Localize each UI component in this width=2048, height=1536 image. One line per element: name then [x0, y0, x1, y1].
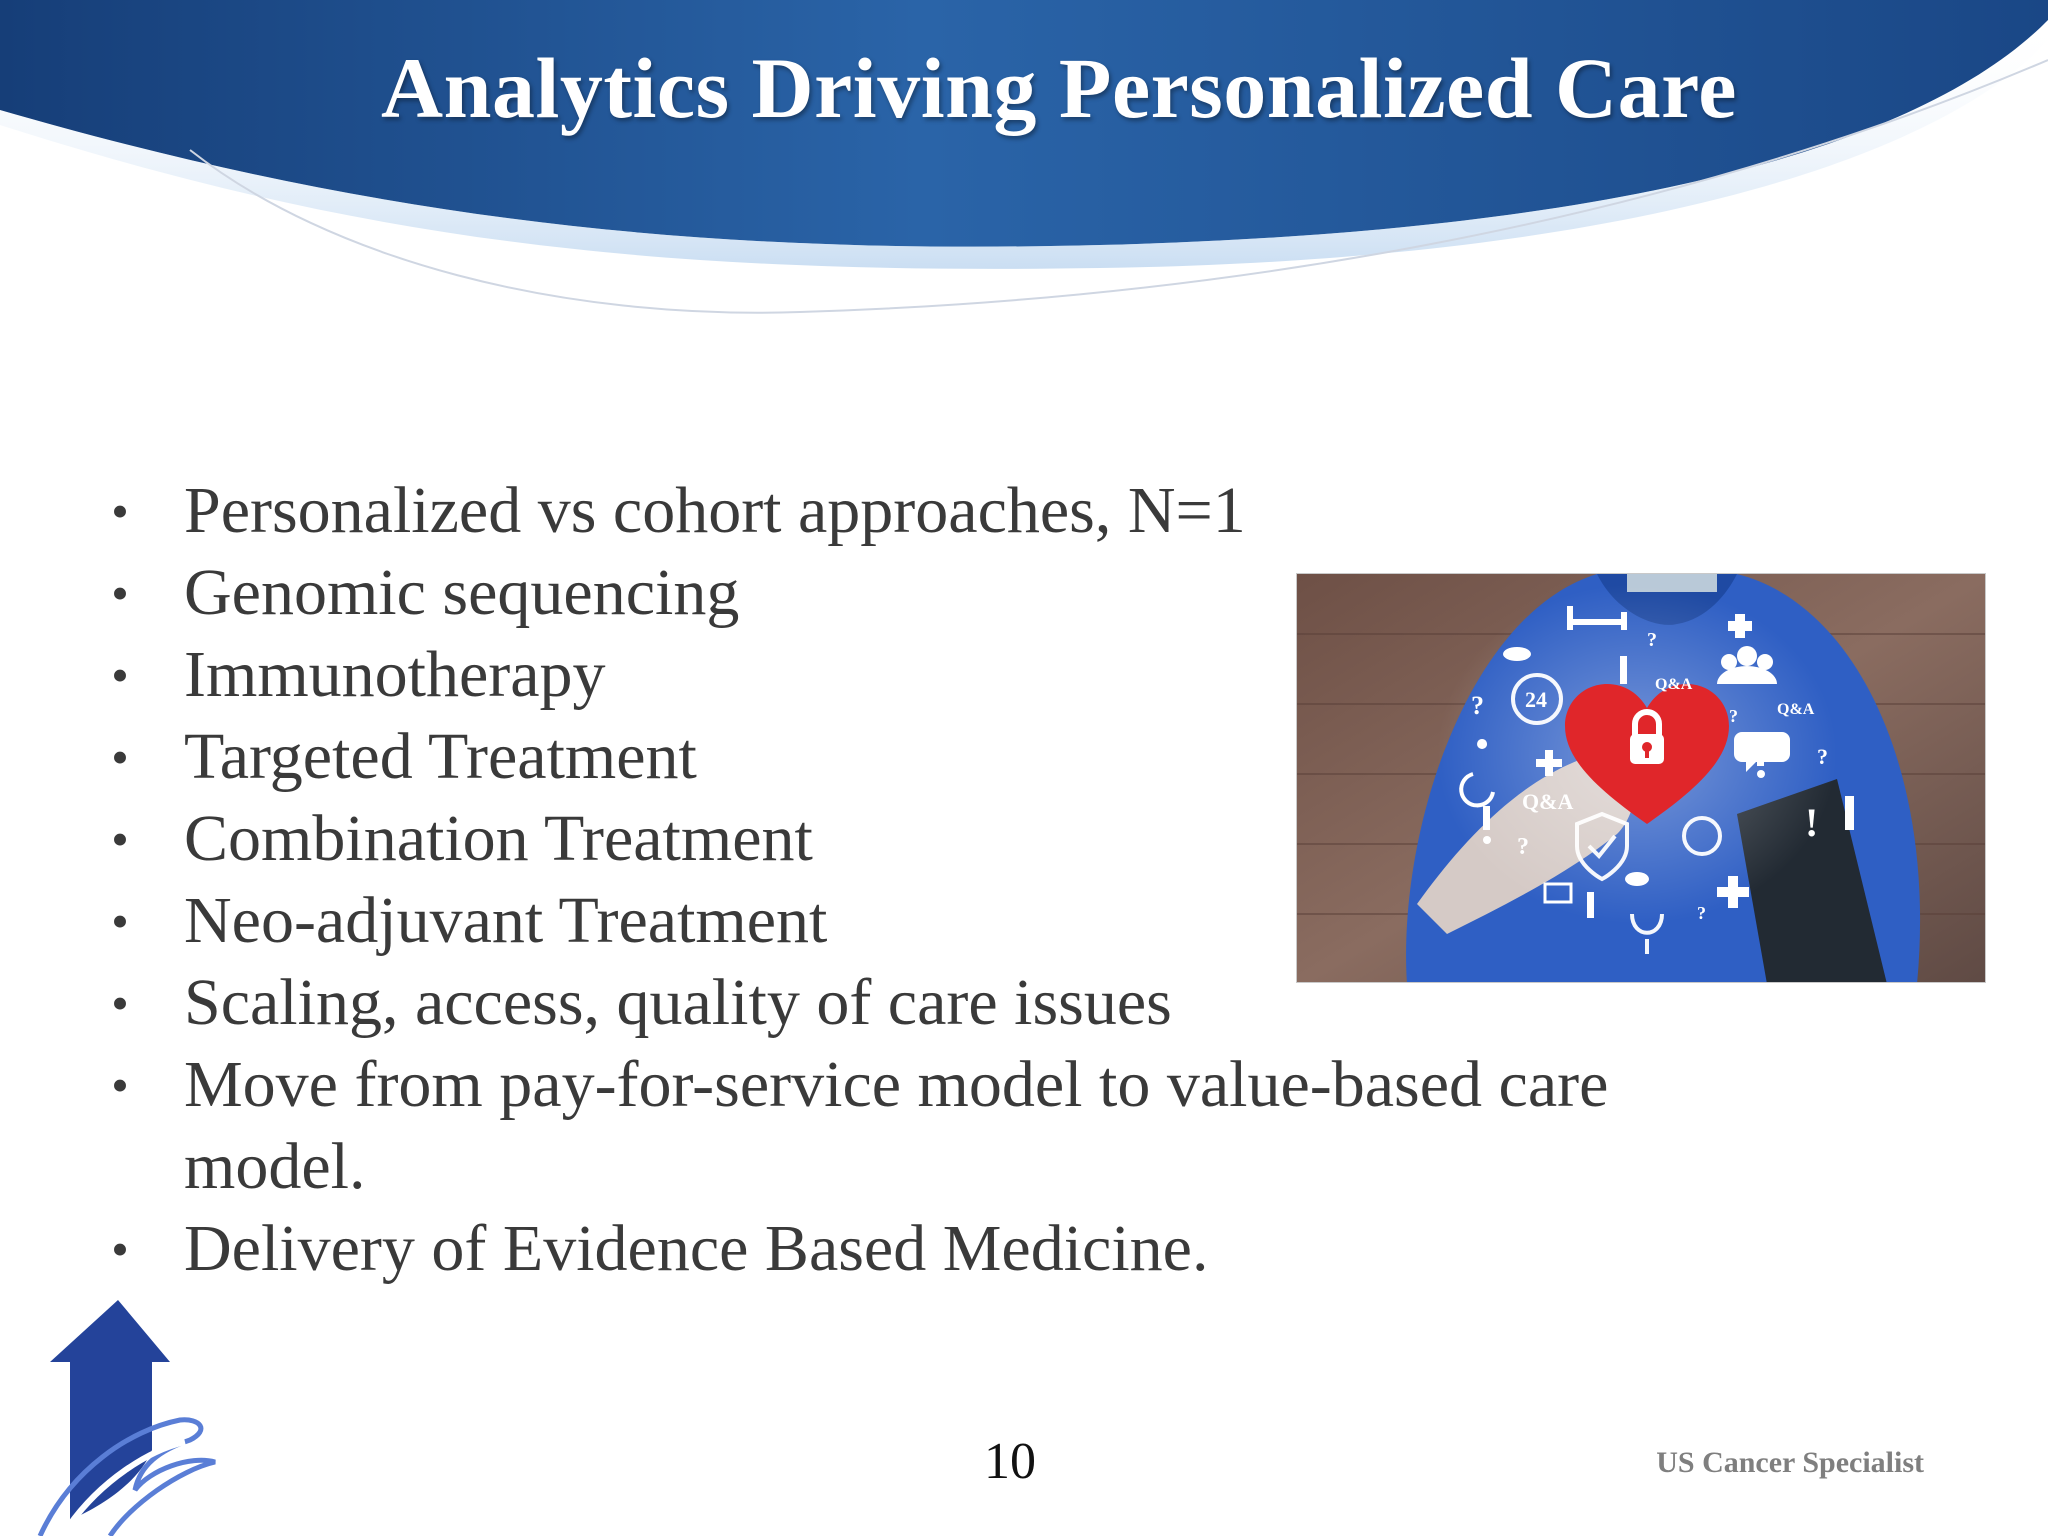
bullet-text: Targeted Treatment — [184, 720, 697, 793]
bullet-marker: • — [111, 811, 129, 867]
photo-label-qa: Q&A — [1777, 701, 1815, 718]
pill-icon — [1503, 647, 1531, 661]
bullet-text: Personalized vs cohort approaches, N=1 — [184, 474, 1246, 547]
photo-label-question: ? — [1517, 834, 1529, 860]
bullet-text: Delivery of Evidence Based Medicine. — [184, 1212, 1209, 1285]
photo-label-question: ? — [1471, 691, 1484, 720]
bullet-text: Move from pay-for-service model to value-based care model. — [184, 1048, 1609, 1203]
wheelchair-icon — [1477, 739, 1487, 749]
bullet-marker: • — [111, 483, 129, 539]
photo-label-question: ? — [1697, 903, 1706, 923]
bullet-marker: • — [111, 1057, 129, 1113]
bullet-marker: • — [111, 647, 129, 703]
doctor-heart-photo — [1296, 573, 1986, 983]
bullet-marker: • — [111, 1221, 129, 1277]
bullet-text: Neo-adjuvant Treatment — [184, 884, 828, 957]
exclaim-bar — [1620, 656, 1627, 684]
list-item — [100, 470, 1740, 552]
page-number: 10 — [984, 1433, 1036, 1490]
people-icon — [1737, 646, 1757, 666]
bullet-text: Genomic sequencing — [184, 556, 740, 629]
photo-label-exclaim: ! — [1805, 800, 1819, 845]
bullet-text: Combination Treatment — [184, 802, 813, 875]
bullet-text: Immunotherapy — [184, 638, 606, 711]
bullet-marker: • — [111, 975, 129, 1031]
list-item — [100, 1044, 1740, 1208]
photo-label-question: ? — [1647, 629, 1657, 651]
bullet-text: Scaling, access, quality of care issues — [184, 966, 1172, 1039]
footer-brand-name: US Cancer Specialist — [1656, 1446, 1924, 1479]
photo-label-qa: Q&A — [1522, 789, 1574, 814]
bed-icon — [1567, 619, 1627, 625]
photo-label-24: 24 — [1525, 687, 1547, 712]
list-item — [100, 1208, 1740, 1290]
bullet-marker: • — [111, 729, 129, 785]
bullet-marker: • — [111, 565, 129, 621]
photo-label-qa: Q&A — [1655, 676, 1693, 693]
photo-label-question: ? — [1817, 744, 1828, 769]
slide-title: Analytics Driving Personalized Care — [381, 40, 1737, 136]
photo-label-question: ? — [1729, 706, 1738, 726]
company-logo — [30, 1290, 220, 1536]
bullet-marker: • — [111, 893, 129, 949]
